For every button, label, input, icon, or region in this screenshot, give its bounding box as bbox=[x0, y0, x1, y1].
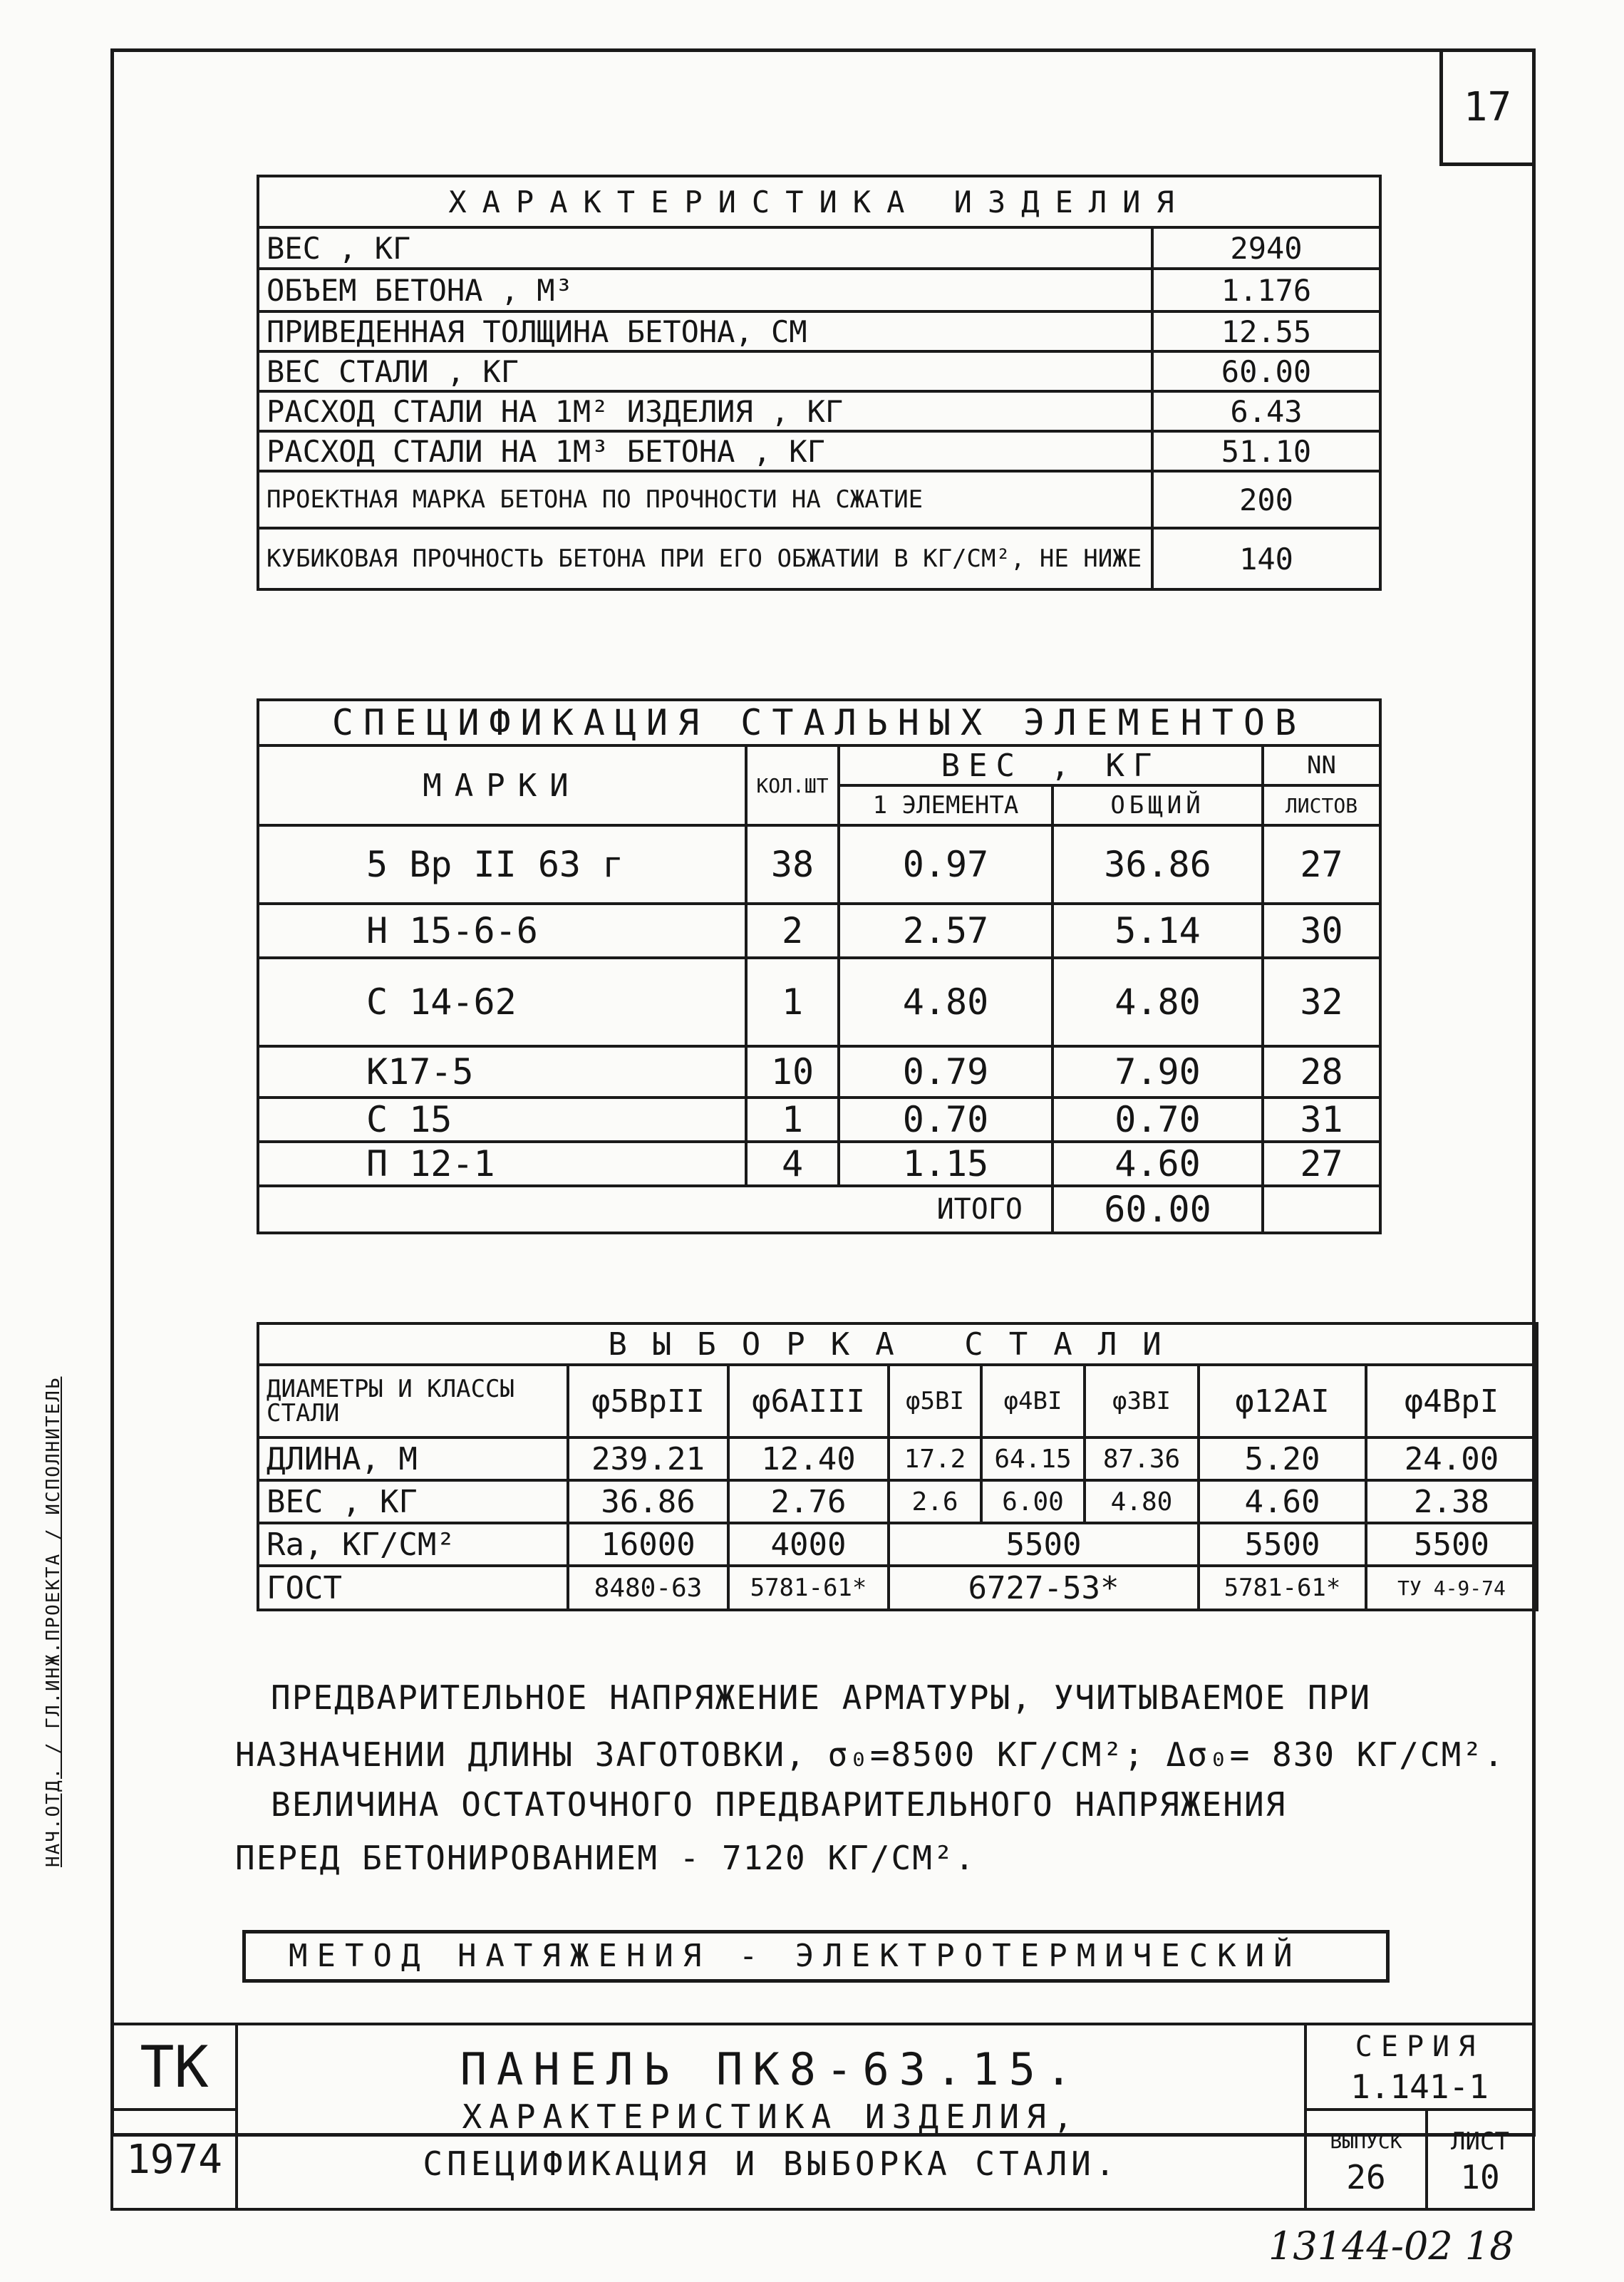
steel-length: 87.36 bbox=[1085, 1437, 1199, 1480]
sheet-label: ЛИСТ bbox=[1451, 2127, 1509, 2156]
steel-ra: 5500 bbox=[1199, 1523, 1366, 1566]
title-block-org: ТК bbox=[112, 2024, 237, 2110]
col-header-total: ОБЩИЙ bbox=[1053, 785, 1263, 825]
spec-mark: Н 15-6-6 bbox=[258, 904, 746, 958]
steel-gost: 5781-61* bbox=[728, 1566, 889, 1610]
series-label: СЕРИЯ bbox=[1355, 2030, 1484, 2063]
spec-qty: 4 bbox=[746, 1142, 839, 1186]
char-value: 51.10 bbox=[1152, 431, 1380, 471]
title-block-issue bbox=[1305, 2110, 1427, 2209]
steel-col-header: φ12АI bbox=[1199, 1365, 1366, 1437]
title-block-series bbox=[1305, 2024, 1534, 2110]
issue-value: 26 bbox=[1346, 2158, 1386, 2196]
spec-total-value: 60.00 bbox=[1053, 1186, 1263, 1233]
steel-col-header: φ3ВI bbox=[1085, 1365, 1199, 1437]
spec-per-element: 4.80 bbox=[839, 958, 1053, 1046]
spec-per-element: 0.79 bbox=[839, 1046, 1053, 1098]
spec-per-element: 1.15 bbox=[839, 1142, 1053, 1186]
char-label: ОБЪЕМ БЕТОНА , М³ bbox=[258, 269, 1152, 311]
char-value: 60.00 bbox=[1152, 351, 1380, 391]
spec-total: 4.60 bbox=[1053, 1142, 1263, 1186]
steel-length: 64.15 bbox=[981, 1437, 1085, 1480]
title-block-year: 1974 bbox=[112, 2110, 237, 2209]
issue-label: ВЫПУСК bbox=[1330, 2129, 1402, 2153]
note-line: ПРЕДВАРИТЕЛЬНОЕ НАПРЯЖЕНИЕ АРМАТУРЫ, УЧИТЫВАЕМОЕ ПРИ bbox=[271, 1678, 1372, 1717]
char-label: КУБИКОВАЯ ПРОЧНОСТЬ БЕТОНА ПРИ ЕГО ОБЖАТИИ В КГ/СМ², НЕ НИЖЕ bbox=[258, 528, 1152, 589]
steel-length-label: ДЛИНА, М bbox=[258, 1437, 568, 1480]
spec-sheet: 31 bbox=[1263, 1098, 1380, 1142]
steel-gost: ТУ 4-9-74 bbox=[1366, 1566, 1537, 1610]
steel-length: 12.40 bbox=[728, 1437, 889, 1480]
spec-per-element: 0.70 bbox=[839, 1098, 1053, 1142]
spec-qty: 1 bbox=[746, 1098, 839, 1142]
series-value: 1.141-1 bbox=[1350, 2067, 1489, 2106]
method-box bbox=[242, 1930, 1390, 1983]
spec-mark: П 12-1 bbox=[258, 1142, 746, 1186]
title-line-3: СПЕЦИФИКАЦИЯ И ВЫБОРКА СТАЛИ. bbox=[423, 2144, 1119, 2183]
spec-total: 7.90 bbox=[1053, 1046, 1263, 1098]
spec-qty: 38 bbox=[746, 825, 839, 904]
steel-weight: 4.80 bbox=[1085, 1480, 1199, 1523]
char-value: 12.55 bbox=[1152, 311, 1380, 351]
spec-total: 4.80 bbox=[1053, 958, 1263, 1046]
spec-qty: 1 bbox=[746, 958, 839, 1046]
steel-weight: 2.76 bbox=[728, 1480, 889, 1523]
title-block-sheet bbox=[1427, 2110, 1534, 2209]
steel-col-header: φ4ВI bbox=[981, 1365, 1085, 1437]
col-header-per-element: 1 ЭЛЕМЕНТА bbox=[839, 785, 1053, 825]
char-label: ВЕС СТАЛИ , КГ bbox=[258, 351, 1152, 391]
spec-mark: К17-5 bbox=[258, 1046, 746, 1098]
steel-col-header: φ5ВI bbox=[889, 1365, 981, 1437]
steel-length: 5.20 bbox=[1199, 1437, 1366, 1480]
spec-sheet: 32 bbox=[1263, 958, 1380, 1046]
spec-mark: С 15 bbox=[258, 1098, 746, 1142]
steel-gost: 5781-61* bbox=[1199, 1566, 1366, 1610]
steel-weight: 4.60 bbox=[1199, 1480, 1366, 1523]
spec-per-element: 0.97 bbox=[839, 825, 1053, 904]
steel-header-label: ДИАМЕТРЫ И КЛАССЫ СТАЛИ bbox=[258, 1365, 568, 1437]
steel-weight-label: ВЕС , КГ bbox=[258, 1480, 568, 1523]
steel-selection-title: ВЫБОРКА СТАЛИ bbox=[258, 1323, 1537, 1365]
specification-title: СПЕЦИФИКАЦИЯ СТАЛЬНЫХ ЭЛЕМЕНТОВ bbox=[258, 700, 1380, 745]
steel-length: 239.21 bbox=[568, 1437, 728, 1480]
char-value: 2940 bbox=[1152, 227, 1380, 269]
col-header-nn: NN bbox=[1263, 745, 1380, 785]
char-value: 140 bbox=[1152, 528, 1380, 589]
steel-weight: 6.00 bbox=[981, 1480, 1085, 1523]
margin-stamp-text: НАЧ.ОТД. / ГЛ.ИНЖ.ПРОЕКТА / ИСПОЛНИТЕЛЬ bbox=[43, 1376, 64, 1867]
steel-gost: 8480-63 bbox=[568, 1566, 728, 1610]
title-block bbox=[110, 2023, 1535, 2211]
steel-col-header: φ5ВрII bbox=[568, 1365, 728, 1437]
spec-mark: 5 Вр II 63 г bbox=[258, 825, 746, 904]
col-header-weight: ВЕС , КГ bbox=[839, 745, 1263, 785]
spec-mark: С 14-62 bbox=[258, 958, 746, 1046]
steel-selection-table bbox=[257, 1322, 1538, 1611]
steel-weight: 2.6 bbox=[889, 1480, 981, 1523]
col-header-sheets: ЛИСТОВ bbox=[1263, 785, 1380, 825]
characteristics-table bbox=[257, 175, 1382, 591]
steel-gost: 6727-53* bbox=[889, 1566, 1199, 1610]
steel-weight: 36.86 bbox=[568, 1480, 728, 1523]
spec-sheet: 30 bbox=[1263, 904, 1380, 958]
corner-number-box bbox=[1439, 48, 1532, 166]
char-label: ВЕС , КГ bbox=[258, 227, 1152, 269]
note-line: НАЗНАЧЕНИИ ДЛИНЫ ЗАГОТОВКИ, σ₀=8500 КГ/СМ²; Δσ₀= 830 КГ/СМ². bbox=[235, 1735, 1505, 1774]
sheet-value: 10 bbox=[1460, 2158, 1500, 2196]
spec-per-element: 2.57 bbox=[839, 904, 1053, 958]
steel-ra: 4000 bbox=[728, 1523, 889, 1566]
char-label: ПРОЕКТНАЯ МАРКА БЕТОНА ПО ПРОЧНОСТИ НА СЖАТИЕ bbox=[258, 471, 1152, 528]
steel-ra: 5500 bbox=[1366, 1523, 1537, 1566]
title-block-title bbox=[237, 2024, 1305, 2209]
spec-total: 5.14 bbox=[1053, 904, 1263, 958]
characteristics-title: ХАРАКТЕРИСТИКА ИЗДЕЛИЯ bbox=[258, 176, 1380, 227]
steel-col-header: φ4ВрI bbox=[1366, 1365, 1537, 1437]
note-line: ПЕРЕД БЕТОНИРОВАНИЕМ - 7120 КГ/СМ². bbox=[235, 1839, 976, 1877]
steel-ra: 5500 bbox=[889, 1523, 1199, 1566]
steel-length: 17.2 bbox=[889, 1437, 981, 1480]
char-label: РАСХОД СТАЛИ НА 1М² ИЗДЕЛИЯ , КГ bbox=[258, 391, 1152, 431]
title-line-1: ПАНЕЛЬ ПК8-63.15. bbox=[460, 2043, 1082, 2095]
spec-total: 0.70 bbox=[1053, 1098, 1263, 1142]
steel-weight: 2.38 bbox=[1366, 1480, 1537, 1523]
steel-length: 24.00 bbox=[1366, 1437, 1537, 1480]
char-value: 6.43 bbox=[1152, 391, 1380, 431]
col-header-qty: КОЛ.ШТ bbox=[746, 745, 839, 825]
corner-number: 17 bbox=[1463, 84, 1512, 130]
spec-sheet: 28 bbox=[1263, 1046, 1380, 1098]
note-line: ВЕЛИЧИНА ОСТАТОЧНОГО ПРЕДВАРИТЕЛЬНОГО НАПРЯЖЕНИЯ bbox=[271, 1785, 1287, 1824]
char-label: РАСХОД СТАЛИ НА 1М³ БЕТОНА , КГ bbox=[258, 431, 1152, 471]
steel-col-header: φ6АIII bbox=[728, 1365, 889, 1437]
method-text: МЕТОД НАТЯЖЕНИЯ - ЭЛЕКТРОТЕРМИЧЕСКИЙ bbox=[289, 1938, 1302, 1974]
char-value: 200 bbox=[1152, 471, 1380, 528]
margin-stamp bbox=[43, 1226, 78, 1867]
col-header-mark: МАРКИ bbox=[258, 745, 746, 825]
spec-qty: 10 bbox=[746, 1046, 839, 1098]
title-line-2: ХАРАКТЕРИСТИКА ИЗДЕЛИЯ, bbox=[462, 2097, 1080, 2136]
spec-qty: 2 bbox=[746, 904, 839, 958]
steel-ra-label: Rа, КГ/СМ² bbox=[258, 1523, 568, 1566]
char-label: ПРИВЕДЕННАЯ ТОЛЩИНА БЕТОНА, СМ bbox=[258, 311, 1152, 351]
spec-sheet: 27 bbox=[1263, 825, 1380, 904]
spec-total: 36.86 bbox=[1053, 825, 1263, 904]
footer-code: 13144-02 18 bbox=[1268, 2224, 1514, 2268]
spec-total-empty bbox=[1263, 1186, 1380, 1233]
spec-sheet: 27 bbox=[1263, 1142, 1380, 1186]
steel-gost-label: ГОСТ bbox=[258, 1566, 568, 1610]
spec-total-label: ИТОГО bbox=[258, 1186, 1053, 1233]
specification-table bbox=[257, 698, 1382, 1234]
steel-ra: 16000 bbox=[568, 1523, 728, 1566]
char-value: 1.176 bbox=[1152, 269, 1380, 311]
